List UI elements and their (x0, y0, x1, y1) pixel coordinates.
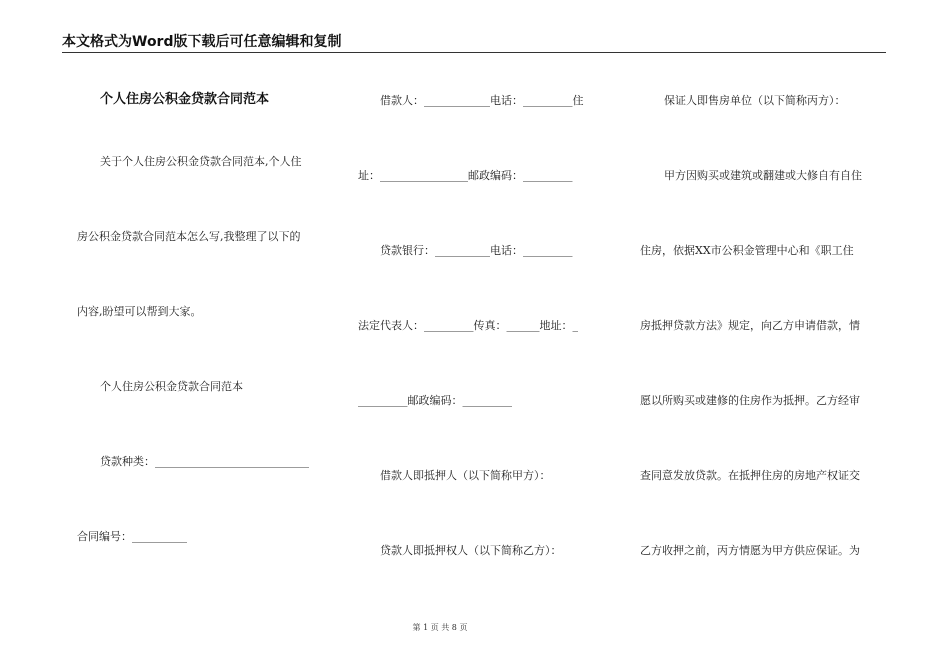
loan-type-field: 贷款种类：____________________________ (100, 455, 309, 468)
party-b-label: 贷款人即抵押权人（以下简称乙方）： (380, 544, 562, 557)
legal-representative-field: 法定代表人：_________传真：______地址：_ (358, 319, 578, 332)
body-line: 甲方因购买或建筑或翻建或大修自有自住 (664, 169, 862, 182)
page-number: 第 1 页 共 8 页 (412, 623, 468, 632)
body-line: 乙方收押之前，丙方情愿为甲方供应保证。为 (640, 544, 860, 557)
contract-number-field: 合同编号：__________ (77, 530, 187, 543)
postal-code-field: _________邮政编码：_________ (358, 394, 512, 407)
document-title: 个人住房公积金贷款合同范本 (100, 92, 270, 107)
guarantor-label: 保证人即售房单位（以下简称丙方）： (664, 94, 846, 107)
document-header: 本文格式为Word版下载后可任意编辑和复制 (62, 34, 342, 50)
body-line: 房抵押贷款方法》规定，向乙方申请借款，情 (640, 319, 860, 332)
address-field: 址：________________邮政编码：_________ (358, 169, 573, 182)
body-line: 愿以所购买或建修的住房作为抵押。乙方经审 (640, 394, 860, 407)
body-line: 个人住房公积金贷款合同范本 (100, 380, 243, 393)
body-line: 房公积金贷款合同范本怎么写,我整理了以下的 (77, 230, 301, 243)
borrower-field: 借款人：____________电话：_________住 (380, 94, 584, 107)
body-line: 内容,盼望可以帮到大家。 (77, 305, 202, 318)
body-line: 查同意发放贷款。在抵押住房的房地产权证交 (640, 469, 860, 482)
header-divider (62, 52, 886, 53)
party-a-label: 借款人即抵押人（以下简称甲方）： (380, 469, 551, 482)
body-line: 关于个人住房公积金贷款合同范本,个人住 (100, 155, 302, 168)
lender-bank-field: 贷款银行：__________电话：_________ (380, 244, 573, 257)
body-line: 住房，依据XX市公积金管理中心和《职工住 (640, 244, 854, 257)
